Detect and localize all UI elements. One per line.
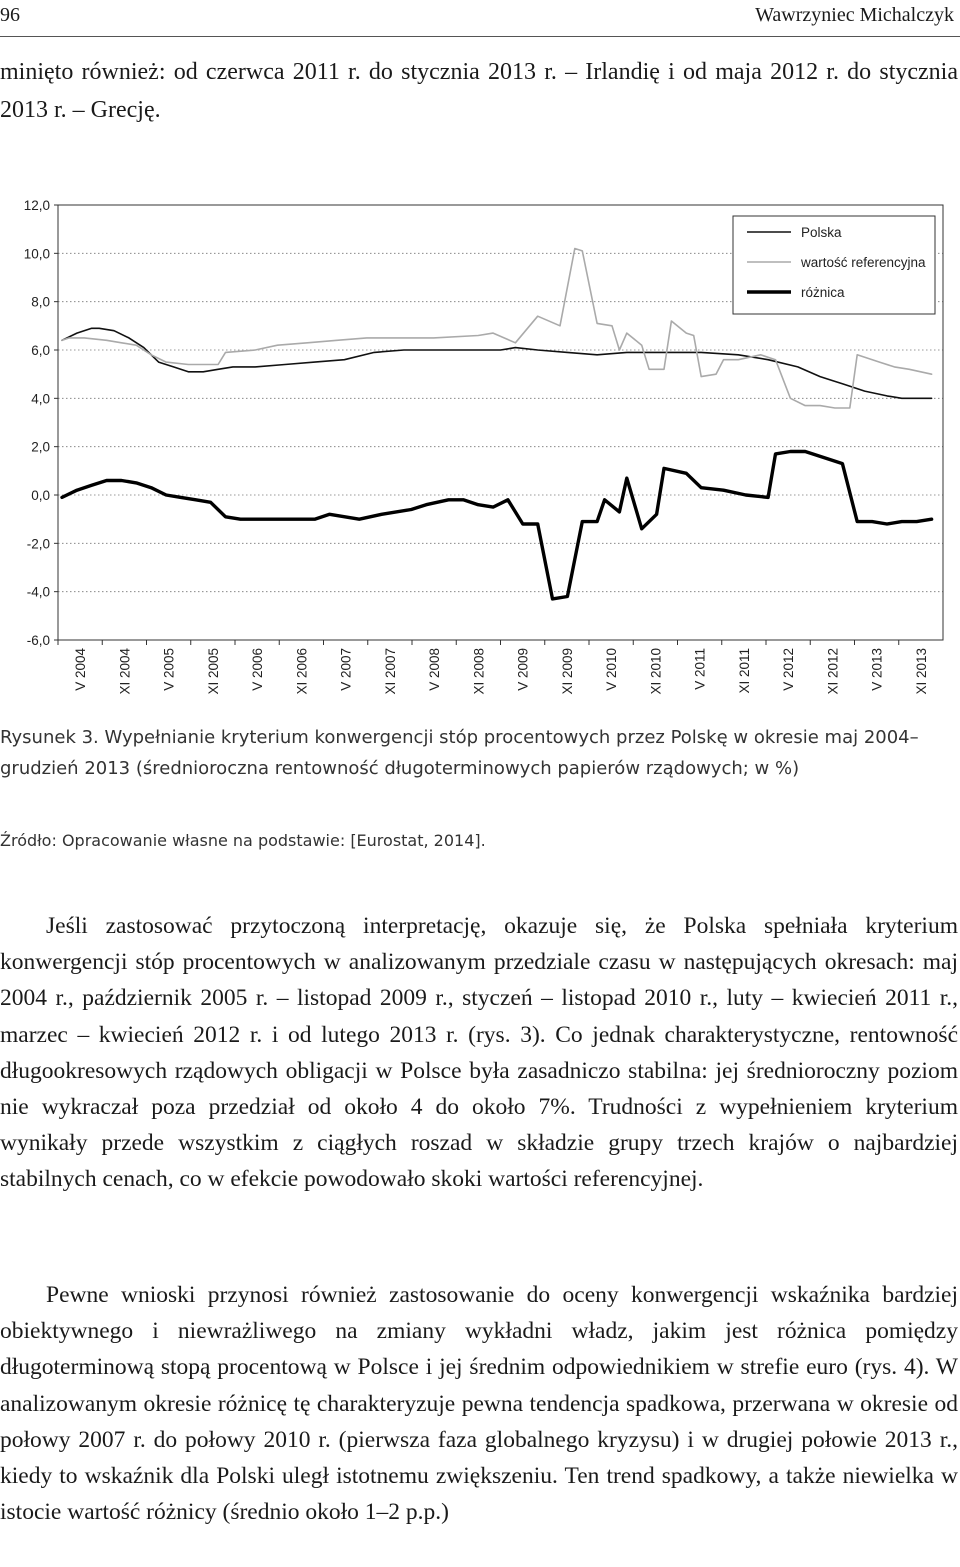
y-tick-label: 12,0 [23,198,50,213]
x-tick-label: V 2011 [692,648,708,690]
y-tick-label: -2,0 [26,536,50,552]
series-line-0 [62,328,932,398]
legend-layer [733,216,935,314]
x-tick-label: V 2008 [427,648,443,691]
x-tick-label: XI 2010 [648,648,664,695]
x-tick-label: V 2009 [515,648,531,691]
y-tick-label: 0,0 [31,488,50,503]
x-tick-label: V 2007 [338,648,354,691]
y-tick-label: 2,0 [31,439,50,455]
y-tick-label: 6,0 [31,343,50,358]
figure-source: Źródło: Opracowanie własne na podstawie: [Eurostat, 2014]. [0,831,486,850]
body-paragraph-2: Pewne wnioski przynosi również zastosowanie do oceny konwergencji wskaźnika bardziej obiektywnego i niewrażliwego na zmiany wykładni władz, jakim jest różnica pomiędzy długoterminową stopą procentową w Polsce i jej średnim odpowiednikiem w strefie euro (rys. 4). W analizowanym okresie różnicę tę charakteryzuje pewna tendencja spadkowa, przerwana w okresie od połowy 2007 r. do połowy 2010 r. (pierwsza faza globalnego kryzysu) i w drugiej połowie 2013 r., kiedy to wskaźnik dla Polski uległ istotnemu zwiększeniu. Ten trend spadkowy, a także niewielka w istocie wartość różnicy (średnio około 1–2 p.p.) [0,1282,958,1526]
figure-chart [0,178,960,714]
series-line-2 [62,452,932,599]
chart-svg [0,178,960,714]
x-tick-label: XI 2006 [294,648,310,695]
figure-caption: Rysunek 3. Wypełnianie kryterium konwergencji stóp procentowych przez Polskę w okresie maj 2004–grudzień 2013 (średnioroczna rentowność długoterminowych papierów rządowych; w %) [0,727,919,779]
y-tick-label: -4,0 [26,584,50,600]
x-tick-label: XI 2007 [382,648,398,695]
x-tick-label: V 2013 [869,648,885,691]
running-head-author: Wawrzyniec Michalczyk [755,4,954,26]
y-tick-label: 10,0 [23,246,50,262]
x-tick-label: XI 2008 [471,648,487,695]
x-tick-label: V 2012 [781,648,797,691]
x-tick-label: V 2004 [73,648,89,691]
x-tick-label: XI 2004 [117,648,133,695]
x-tick-label: XI 2005 [205,648,221,695]
x-tick-label: V 2010 [604,648,620,691]
y-tick-label: -6,0 [26,633,50,648]
body-paragraph-1: Jeśli zastosować przytoczoną interpretację, okazuje się, że Polska spełniała kryterium konwergencji stóp procentowych w analizowanym przedziale czasu w następujących okresach: maj 2004 r., październik 2005 r. – listopad 2009 r., styczeń – listopad 2010 r., luty – kwiecień 2011 r., marzec – kwiecień 2012 r. i od lutego 2013 r. (rys. 3). Co jednak charakterystyczne, rentowność długookresowych rządowych obligacji w Polsce była zasadniczo stabilna: jej średnioroczny poziom nie wykraczał poza przedział od około 4 do około 7%. Trudności z wypełnieniem kryterium wynikały przede wszystkim z ciągłych roszad w składzie grupy trzech krajów o najbardziej stabilnych cenach, co w efekcie powodowało skoki wartości referencyjnej. [0,913,958,1193]
y-tick-label: 8,0 [31,294,50,310]
intro-paragraph: minięto również: od czerwca 2011 r. do stycznia 2013 r. – Irlandię i od maja 2012 r. do stycznia 2013 r. – Grecję. [0,59,958,123]
x-tick-label: XI 2009 [559,648,575,695]
legend-label: różnica [801,285,845,300]
x-tick-label: XI 2011 [736,648,752,694]
x-tick-label: XI 2012 [825,648,841,695]
y-tick-label: 4,0 [31,391,50,407]
x-tick-label: V 2005 [161,648,177,691]
x-tick-label: XI 2013 [913,648,929,695]
page-header [0,0,960,37]
legend-label: Polska [801,225,842,240]
page-number: 96 [0,4,20,26]
legend-label: wartość referencyjna [801,255,926,270]
x-tick-label: V 2006 [250,648,266,691]
